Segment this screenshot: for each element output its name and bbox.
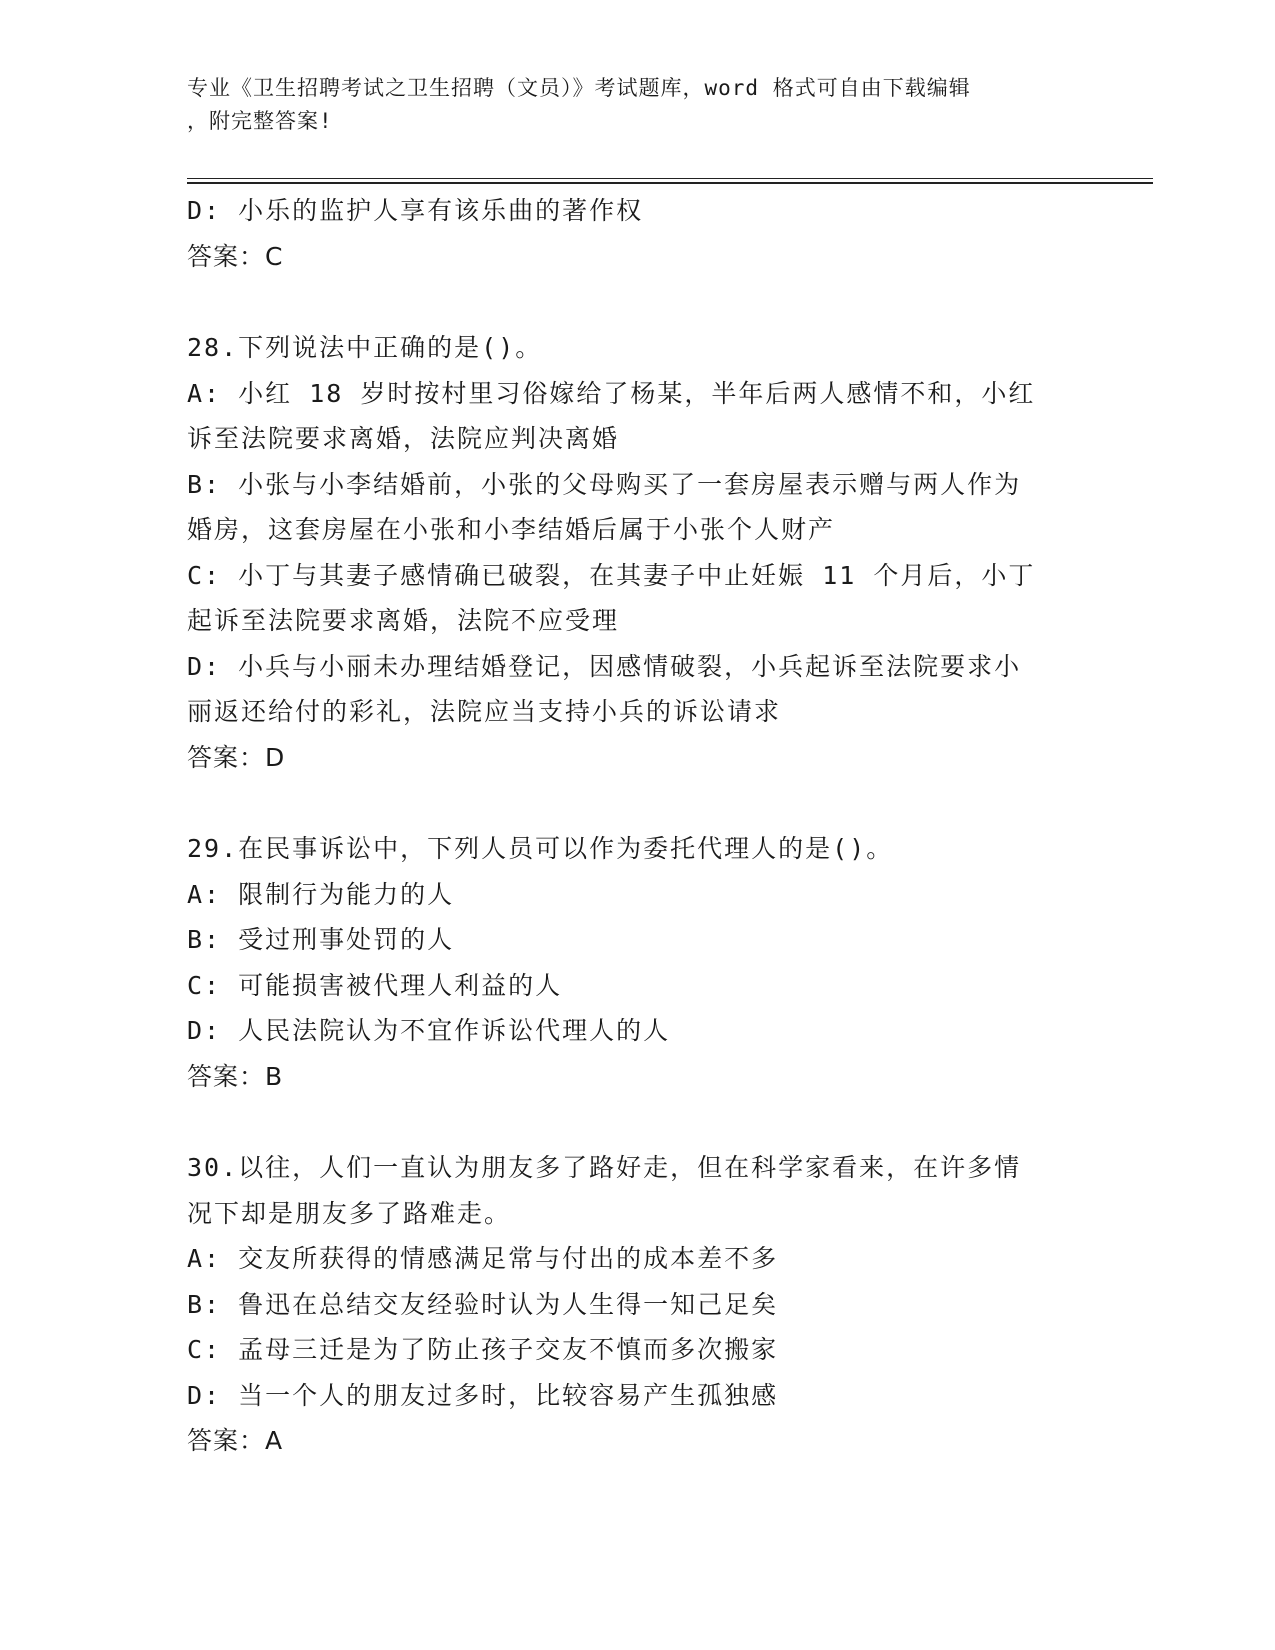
q30-option-b: B: 鲁迅在总结交友经验时认为人生得一知己足矣 bbox=[187, 1289, 779, 1319]
header-line-1: 专业《卫生招聘考试之卫生招聘（文员）》考试题库，word 格式可自由下载编辑 bbox=[187, 76, 971, 100]
q30-option-a: A: 交友所获得的情感满足常与付出的成本差不多 bbox=[187, 1244, 779, 1273]
q28-option-d-line2: 丽返还给付的彩礼，法院应当支持小兵的诉讼请求 bbox=[187, 697, 782, 726]
header-line-2: ，附完整答案! bbox=[187, 109, 333, 133]
q29-option-d: D: 人民法院认为不宜作诉讼代理人的人 bbox=[187, 1016, 671, 1045]
q28-stem: 28.下列说法中正确的是()。 bbox=[187, 333, 543, 362]
question-content bbox=[187, 188, 1067, 1464]
header-divider-thick bbox=[187, 182, 1153, 184]
document-header bbox=[187, 72, 1067, 138]
question-29 bbox=[187, 826, 1067, 1099]
header-divider-thin bbox=[187, 178, 1153, 179]
q28-option-b-line2: 婚房，这套房屋在小张和小李结婚后属于小张个人财产 bbox=[187, 515, 836, 544]
q29-stem: 29.在民事诉讼中，下列人员可以作为委托代理人的是()。 bbox=[187, 834, 894, 863]
q28-option-b-line1: B: 小张与小李结婚前，小张的父母购买了一套房屋表示赠与两人作为 bbox=[187, 469, 1022, 499]
q30-option-d: D: 当一个人的朋友过多时，比较容易产生孤独感 bbox=[187, 1380, 779, 1410]
q29-option-b: B: 受过刑事处罚的人 bbox=[187, 925, 455, 954]
q28-option-d-line1: D: 小兵与小丽未办理结婚登记，因感情破裂，小兵起诉至法院要求小 bbox=[187, 651, 1022, 681]
q30-answer: 答案：A bbox=[187, 1426, 284, 1455]
question-28 bbox=[187, 325, 1067, 780]
q28-option-a-line1: A: 小红 18 岁时按村里习俗嫁给了杨某，半年后两人感情不和，小红 bbox=[187, 378, 1036, 408]
q29-option-a: A: 限制行为能力的人 bbox=[187, 879, 455, 909]
prev-option-d: D: 小乐的监护人享有该乐曲的著作权 bbox=[187, 196, 644, 225]
q29-answer: 答案：B bbox=[187, 1061, 284, 1091]
prev-question bbox=[187, 188, 1067, 279]
q30-stem-line1: 30.以往，人们一直认为朋友多了路好走，但在科学家看来，在许多情 bbox=[187, 1153, 1022, 1182]
q30-stem-line2: 况下却是朋友多了路难走。 bbox=[187, 1198, 512, 1228]
question-30 bbox=[187, 1145, 1067, 1464]
q28-option-c-line2: 起诉至法院要求离婚，法院不应受理 bbox=[187, 606, 620, 635]
q30-option-c: C: 孟母三迁是为了防止孩子交友不慎而多次搬家 bbox=[187, 1335, 779, 1364]
q28-option-a-line2: 诉至法院要求离婚，法院应判决离婚 bbox=[187, 424, 620, 453]
prev-answer: 答案：C bbox=[187, 241, 284, 271]
q28-answer: 答案：D bbox=[187, 742, 286, 772]
q29-option-c: C: 可能损害被代理人利益的人 bbox=[187, 970, 563, 1000]
q28-option-c-line1: C: 小丁与其妻子感情确已破裂，在其妻子中止妊娠 11 个月后，小丁 bbox=[187, 560, 1036, 590]
